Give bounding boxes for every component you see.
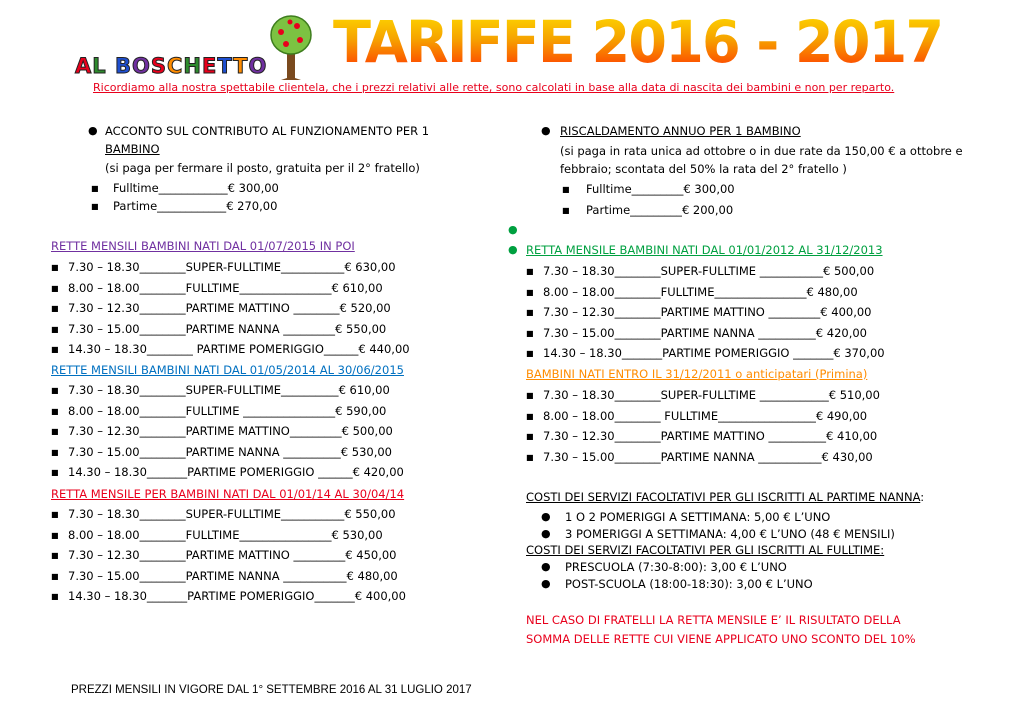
square-bullet: ■ xyxy=(51,510,59,519)
square-bullet: ■ xyxy=(526,267,534,276)
row-price: € 500,00 xyxy=(341,424,393,439)
section-heading: RETTA MENSILE BAMBINI NATI DAL 01/01/2012 AL 31/12/2013 xyxy=(526,243,883,257)
servizi-fulltime-item: POST-SCUOLA (18:00-18:30): 3,00 € L’UNO xyxy=(565,577,813,591)
page-title: TARIFFE 2016 - 2017 xyxy=(333,8,943,76)
price-row xyxy=(543,409,867,423)
square-bullet: ■ xyxy=(51,427,59,437)
square-bullet: ■ xyxy=(91,202,99,211)
row-time: 7.30 – 15.00________ xyxy=(543,449,661,464)
row-time: 8.00 – 18.00________ xyxy=(68,527,186,542)
price-row xyxy=(543,305,872,319)
price-row xyxy=(68,465,404,479)
row-desc: PARTIME MATTINO _________ xyxy=(660,305,821,320)
footer-text: PREZZI MENSILI IN VIGORE DAL 1° SETTEMBRE 2016 AL 31 LUGLIO 2017 xyxy=(71,684,472,696)
square-bullet: ■ xyxy=(51,386,59,395)
logo: AL BOSCHETTO xyxy=(75,54,268,78)
price-row xyxy=(68,548,397,562)
square-bullet: ■ xyxy=(51,530,59,540)
bullet-dot: ● xyxy=(541,527,551,540)
row-price: € 400,00 xyxy=(820,305,872,320)
row-desc: PARTIME POMERIGGIO_______ xyxy=(187,589,355,604)
riscaldamento-note-line2: febbraio; scontata del 50% la rata del 2° fratello ) xyxy=(560,162,847,176)
acconto-note: (si paga per fermare il posto, gratuita per il 2° fratello) xyxy=(105,161,420,175)
bullet-dot: ● xyxy=(541,510,551,523)
row-time: 7.30 – 15.00________ xyxy=(68,321,186,336)
bullet-dot: ● xyxy=(541,577,551,590)
servizi-nanna-item: 3 POMERIGGI A SETTIMANA: 4,00 € L’UNO (48 € MENSILI) xyxy=(565,527,895,541)
row-price: € 420,00 xyxy=(352,465,404,480)
servizi-nanna-heading: COSTI DEI SERVIZI FACOLTATIVI PER GLI ISCRITTI AL PARTIME NANNA: xyxy=(526,490,925,504)
row-price: € 480,00 xyxy=(346,568,398,583)
price-row xyxy=(543,450,873,464)
square-bullet: ■ xyxy=(51,571,59,581)
riscaldamento-item: Fulltime_________€ 300,00 xyxy=(586,182,735,196)
square-bullet: ■ xyxy=(51,447,59,457)
price-row xyxy=(68,589,406,603)
price-row xyxy=(68,507,396,521)
row-desc: SUPER-FULLTIME ____________ xyxy=(660,388,829,402)
bullet-dot: ● xyxy=(508,243,518,256)
acconto-item: Partime____________€ 270,00 xyxy=(113,199,278,213)
section-heading: BAMBINI NATI ENTRO IL 31/12/2011 o anticipatari (Primina) xyxy=(526,367,868,381)
row-time: 14.30 – 18.30________ xyxy=(68,342,197,357)
row-desc: PARTIME NANNA __________ xyxy=(185,444,341,459)
row-price: € 530,00 xyxy=(331,527,383,542)
price-row xyxy=(68,342,410,356)
row-desc: SUPER-FULLTIME___________ xyxy=(185,260,345,274)
row-price: € 370,00 xyxy=(833,346,885,361)
row-time: 7.30 – 12.30________ xyxy=(68,301,186,316)
row-time: 7.30 – 18.30________ xyxy=(68,383,186,397)
square-bullet: ■ xyxy=(562,206,570,215)
section-heading: RETTE MENSILI BAMBINI NATI DAL 01/07/2015 IN POI xyxy=(51,239,355,253)
section-heading: RETTA MENSILE PER BAMBINI NATI DAL 01/01/14 AL 30/04/14 xyxy=(51,487,405,501)
bullet-dot: ● xyxy=(541,560,551,573)
price-row xyxy=(543,346,885,360)
square-bullet: ■ xyxy=(51,304,59,314)
price-row xyxy=(68,322,386,336)
row-price: € 480,00 xyxy=(806,284,858,299)
bullet-dot: ● xyxy=(508,223,518,236)
square-bullet: ■ xyxy=(51,592,59,602)
row-price: € 440,00 xyxy=(358,342,410,357)
row-time: 7.30 – 12.30________ xyxy=(543,305,661,320)
row-desc: PARTIME NANNA ___________ xyxy=(185,568,347,583)
row-desc: PARTIME NANNA ___________ xyxy=(660,449,822,464)
row-price: € 510,00 xyxy=(828,388,880,402)
row-time: 7.30 – 18.30________ xyxy=(68,507,186,521)
row-time: 7.30 – 18.30________ xyxy=(543,388,661,402)
price-row xyxy=(68,445,392,459)
row-time: 8.00 – 18.00________ xyxy=(68,280,186,295)
price-row xyxy=(543,429,877,443)
row-time: 8.00 – 18.00________ xyxy=(68,403,186,418)
row-price: € 610,00 xyxy=(338,383,390,397)
servizi-fulltime-item: PRESCUOLA (7:30-8:00): 3,00 € L’UNO xyxy=(565,560,787,574)
row-desc: FULLTIME________________ xyxy=(185,527,332,542)
square-bullet: ■ xyxy=(526,328,534,338)
row-price: € 520,00 xyxy=(339,301,391,316)
row-price: € 500,00 xyxy=(822,264,875,278)
section-heading: RETTE MENSILI BAMBINI NATI DAL 01/05/2014 AL 30/06/2015 xyxy=(51,363,404,377)
row-price: € 450,00 xyxy=(345,548,397,563)
row-price: € 410,00 xyxy=(826,429,878,444)
row-price: € 550,00 xyxy=(344,507,396,521)
acconto-title-line1: ACCONTO SUL CONTRIBUTO AL FUNZIONAMENTO PER 1 xyxy=(105,124,430,138)
fratelli-line1: NEL CASO DI FRATELLI LA RETTA MENSILE E’ IL RISULTATO DELLA xyxy=(526,613,901,627)
row-time: 7.30 – 15.00________ xyxy=(68,568,186,583)
price-row xyxy=(543,264,874,278)
row-time: 7.30 – 18.30________ xyxy=(543,264,661,278)
bullet-dot: ● xyxy=(88,124,98,137)
price-row xyxy=(68,569,398,583)
row-price: € 550,00 xyxy=(335,321,387,336)
square-bullet: ■ xyxy=(562,185,570,194)
notice-text: Ricordiamo alla nostra spettabile clientela, che i prezzi relativi alle rette, sono calcolati in base alla data di nascita dei bambini e non per reparto. xyxy=(93,81,895,94)
row-price: € 430,00 xyxy=(821,449,873,464)
row-time: 8.00 – 18.00________ xyxy=(543,284,661,299)
square-bullet: ■ xyxy=(526,308,534,318)
acconto-item: Fulltime____________€ 300,00 xyxy=(113,181,279,195)
row-desc: FULLTIME________________ xyxy=(660,284,807,299)
row-price: € 590,00 xyxy=(335,403,387,418)
row-time: 7.30 – 18.30________ xyxy=(68,260,186,274)
row-time: 14.30 – 18.30_______ xyxy=(543,346,663,361)
row-desc: FULLTIME_________________ xyxy=(664,408,816,423)
square-bullet: ■ xyxy=(51,406,59,416)
price-row xyxy=(68,528,383,542)
square-bullet: ■ xyxy=(526,452,534,462)
row-price: € 400,00 xyxy=(354,589,406,604)
square-bullet: ■ xyxy=(51,324,59,334)
row-time: 8.00 – 18.00________ xyxy=(543,408,665,423)
acconto-title-line2: BAMBINO xyxy=(105,142,160,156)
price-row xyxy=(68,281,383,295)
fratelli-line2: SOMMA DELLE RETTE CUI VIENE APPLICATO UNO SCONTO DEL 10% xyxy=(526,632,916,646)
square-bullet: ■ xyxy=(51,468,59,478)
row-price: € 530,00 xyxy=(340,444,392,459)
riscaldamento-title: RISCALDAMENTO ANNUO PER 1 BAMBINO xyxy=(560,124,801,138)
price-row xyxy=(68,301,391,315)
servizi-nanna-item: 1 O 2 POMERIGGI A SETTIMANA: 5,00 € L’UNO xyxy=(565,510,831,524)
price-row xyxy=(543,388,880,402)
square-bullet: ■ xyxy=(51,345,59,355)
row-time: 7.30 – 12.30________ xyxy=(543,429,661,444)
riscaldamento-note-line1: (si paga in rata unica ad ottobre o in due rate da 150,00 € a ottobre e xyxy=(560,144,963,158)
square-bullet: ■ xyxy=(526,411,534,421)
row-price: € 420,00 xyxy=(815,325,867,340)
row-time: 7.30 – 12.30________ xyxy=(68,424,186,439)
row-desc: PARTIME NANNA __________ xyxy=(660,325,816,340)
tree-icon xyxy=(270,14,312,80)
row-time: 7.30 – 15.00________ xyxy=(543,325,661,340)
row-desc: FULLTIME________________ xyxy=(185,280,332,295)
price-row xyxy=(543,326,867,340)
price-row xyxy=(68,424,393,438)
row-desc: PARTIME POMERIGGIO _______ xyxy=(662,346,834,361)
price-row xyxy=(68,383,390,397)
price-row xyxy=(543,285,858,299)
row-desc: PARTIME POMERIGGIO ______ xyxy=(187,465,353,480)
bullet-dot: ● xyxy=(541,124,551,137)
row-desc: SUPER-FULLTIME ___________ xyxy=(660,264,823,278)
row-time: 7.30 – 15.00________ xyxy=(68,444,186,459)
square-bullet: ■ xyxy=(51,283,59,293)
riscaldamento-item: Partime_________€ 200,00 xyxy=(586,203,734,217)
square-bullet: ■ xyxy=(51,263,59,272)
row-desc: SUPER-FULLTIME__________ xyxy=(185,383,339,397)
row-price: € 610,00 xyxy=(331,280,383,295)
square-bullet: ■ xyxy=(526,287,534,297)
row-desc: PARTIME MATTINO_________ xyxy=(185,424,342,439)
square-bullet: ■ xyxy=(526,432,534,442)
row-desc: PARTIME POMERIGGIO______ xyxy=(196,342,359,357)
servizi-fulltime-heading: COSTI DEI SERVIZI FACOLTATIVI PER GLI ISCRITTI AL FULLTIME: xyxy=(526,543,885,557)
row-desc: PARTIME MATTINO ________ xyxy=(185,301,340,316)
row-time: 14.30 – 18.30_______ xyxy=(68,465,188,480)
row-price: € 630,00 xyxy=(344,260,396,274)
price-row xyxy=(68,404,386,418)
row-desc: PARTIME NANNA _________ xyxy=(185,321,336,336)
row-desc: FULLTIME ________________ xyxy=(185,403,336,418)
row-desc: PARTIME MATTINO _________ xyxy=(185,548,346,563)
square-bullet: ■ xyxy=(51,551,59,561)
square-bullet: ■ xyxy=(526,391,534,400)
row-time: 14.30 – 18.30_______ xyxy=(68,589,188,604)
row-price: € 490,00 xyxy=(815,408,868,423)
square-bullet: ■ xyxy=(526,349,534,359)
price-row xyxy=(68,260,396,274)
row-desc: PARTIME MATTINO __________ xyxy=(660,429,827,444)
row-time: 7.30 – 12.30________ xyxy=(68,548,186,563)
square-bullet: ■ xyxy=(91,184,99,193)
row-desc: SUPER-FULLTIME___________ xyxy=(185,507,345,521)
